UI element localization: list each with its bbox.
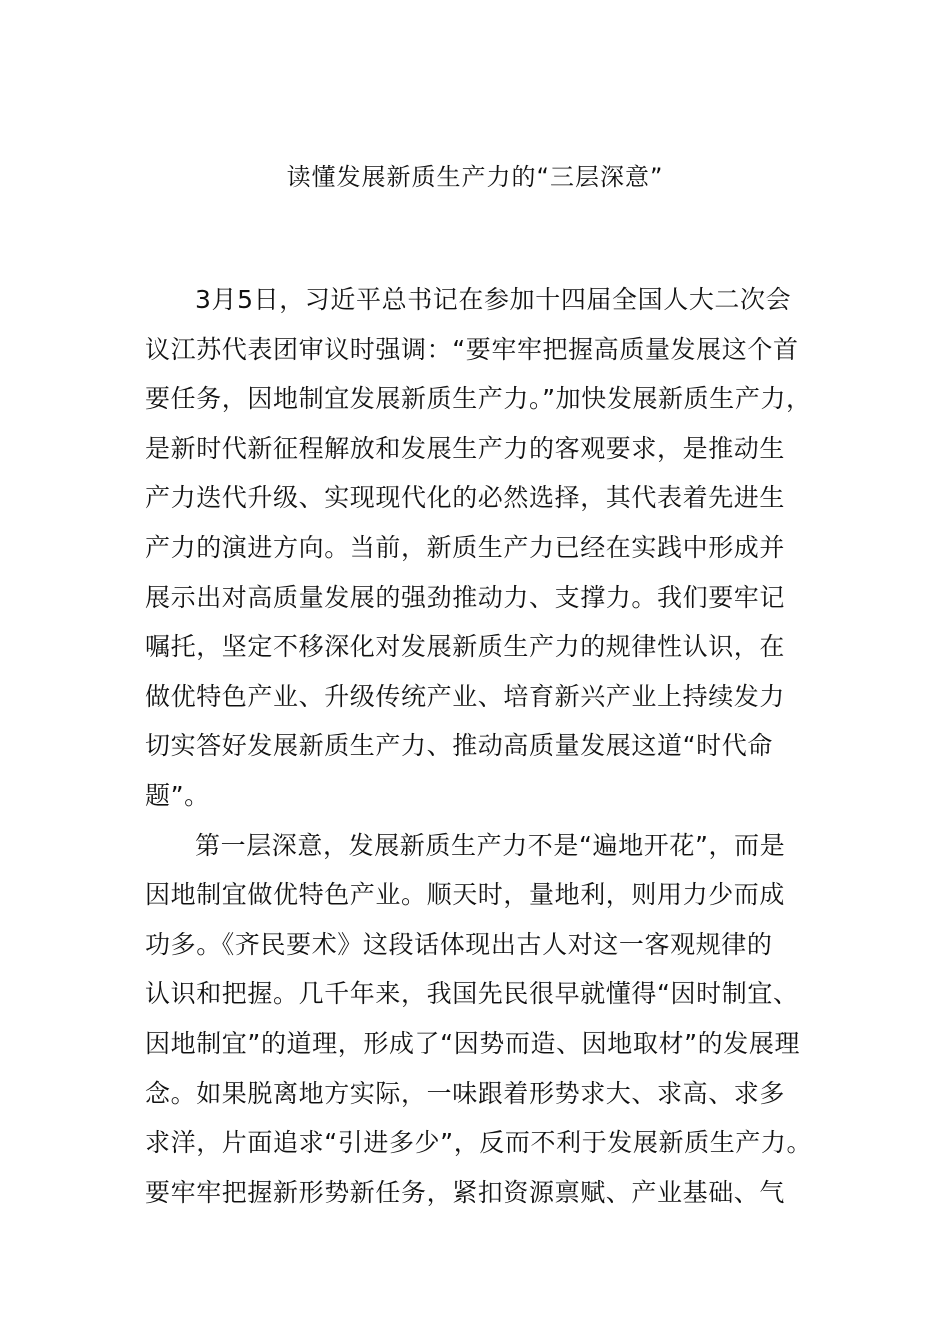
text-line: 认识和把握。几千年来，我国先民很早就懂得“因时制宜、 xyxy=(145,979,799,1009)
text-line: 嘱托，坚定不移深化对发展新质生产力的规律性认识，在 xyxy=(145,632,786,662)
text-line: 展示出对高质量发展的强劲推动力、支撑力。我们要牢记 xyxy=(145,582,786,612)
text-line: 功多。《齐民要术》这段话体现出古人对这一客观规律的 xyxy=(145,929,773,959)
text-line: 切实答好发展新质生产力、推动高质量发展这道“时代命 xyxy=(145,731,773,761)
text-line: 产力迭代升级、实现现代化的必然选择，其代表着先进生 xyxy=(145,483,786,513)
text-line: 产力的演进方向。当前，新质生产力已经在实践中形成并 xyxy=(145,532,786,562)
text-line: 第一层深意，发展新质生产力不是“遍地开花”，而是 xyxy=(195,830,786,860)
text-line: 要任务，因地制宜发展新质生产力。”加快发展新质生产力， xyxy=(145,384,812,414)
text-line: 3月5日，习近平总书记在参加十四届全国人大二次会 xyxy=(195,285,792,314)
text-line: 要牢牢把握新形势新任务，紧扣资源禀赋、产业基础、气 xyxy=(145,1177,786,1207)
text-line: 念。如果脱离地方实际，一味跟着形势求大、求高、求多 xyxy=(145,1078,786,1108)
document-title: 读懂发展新质生产力的“三层深意” xyxy=(286,163,664,191)
text-line: 是新时代新征程解放和发展生产力的客观要求，是推动生 xyxy=(145,433,786,463)
text-line: 因地制宜做优特色产业。顺天时，量地利，则用力少而成 xyxy=(145,880,786,910)
text-line: 做优特色产业、升级传统产业、培育新兴产业上持续发力 xyxy=(145,681,786,711)
text-line: 因地制宜”的道理，形成了“因势而造、因地取材”的发展理 xyxy=(145,1028,801,1058)
document-body xyxy=(145,275,845,1217)
text-line: 议江苏代表团审议时强调：“要牢牢把握高质量发展这个首 xyxy=(145,334,799,364)
text-line: 求洋，片面追求“引进多少”，反而不利于发展新质生产力。 xyxy=(145,1128,813,1158)
text-line: 题”。 xyxy=(145,780,210,810)
